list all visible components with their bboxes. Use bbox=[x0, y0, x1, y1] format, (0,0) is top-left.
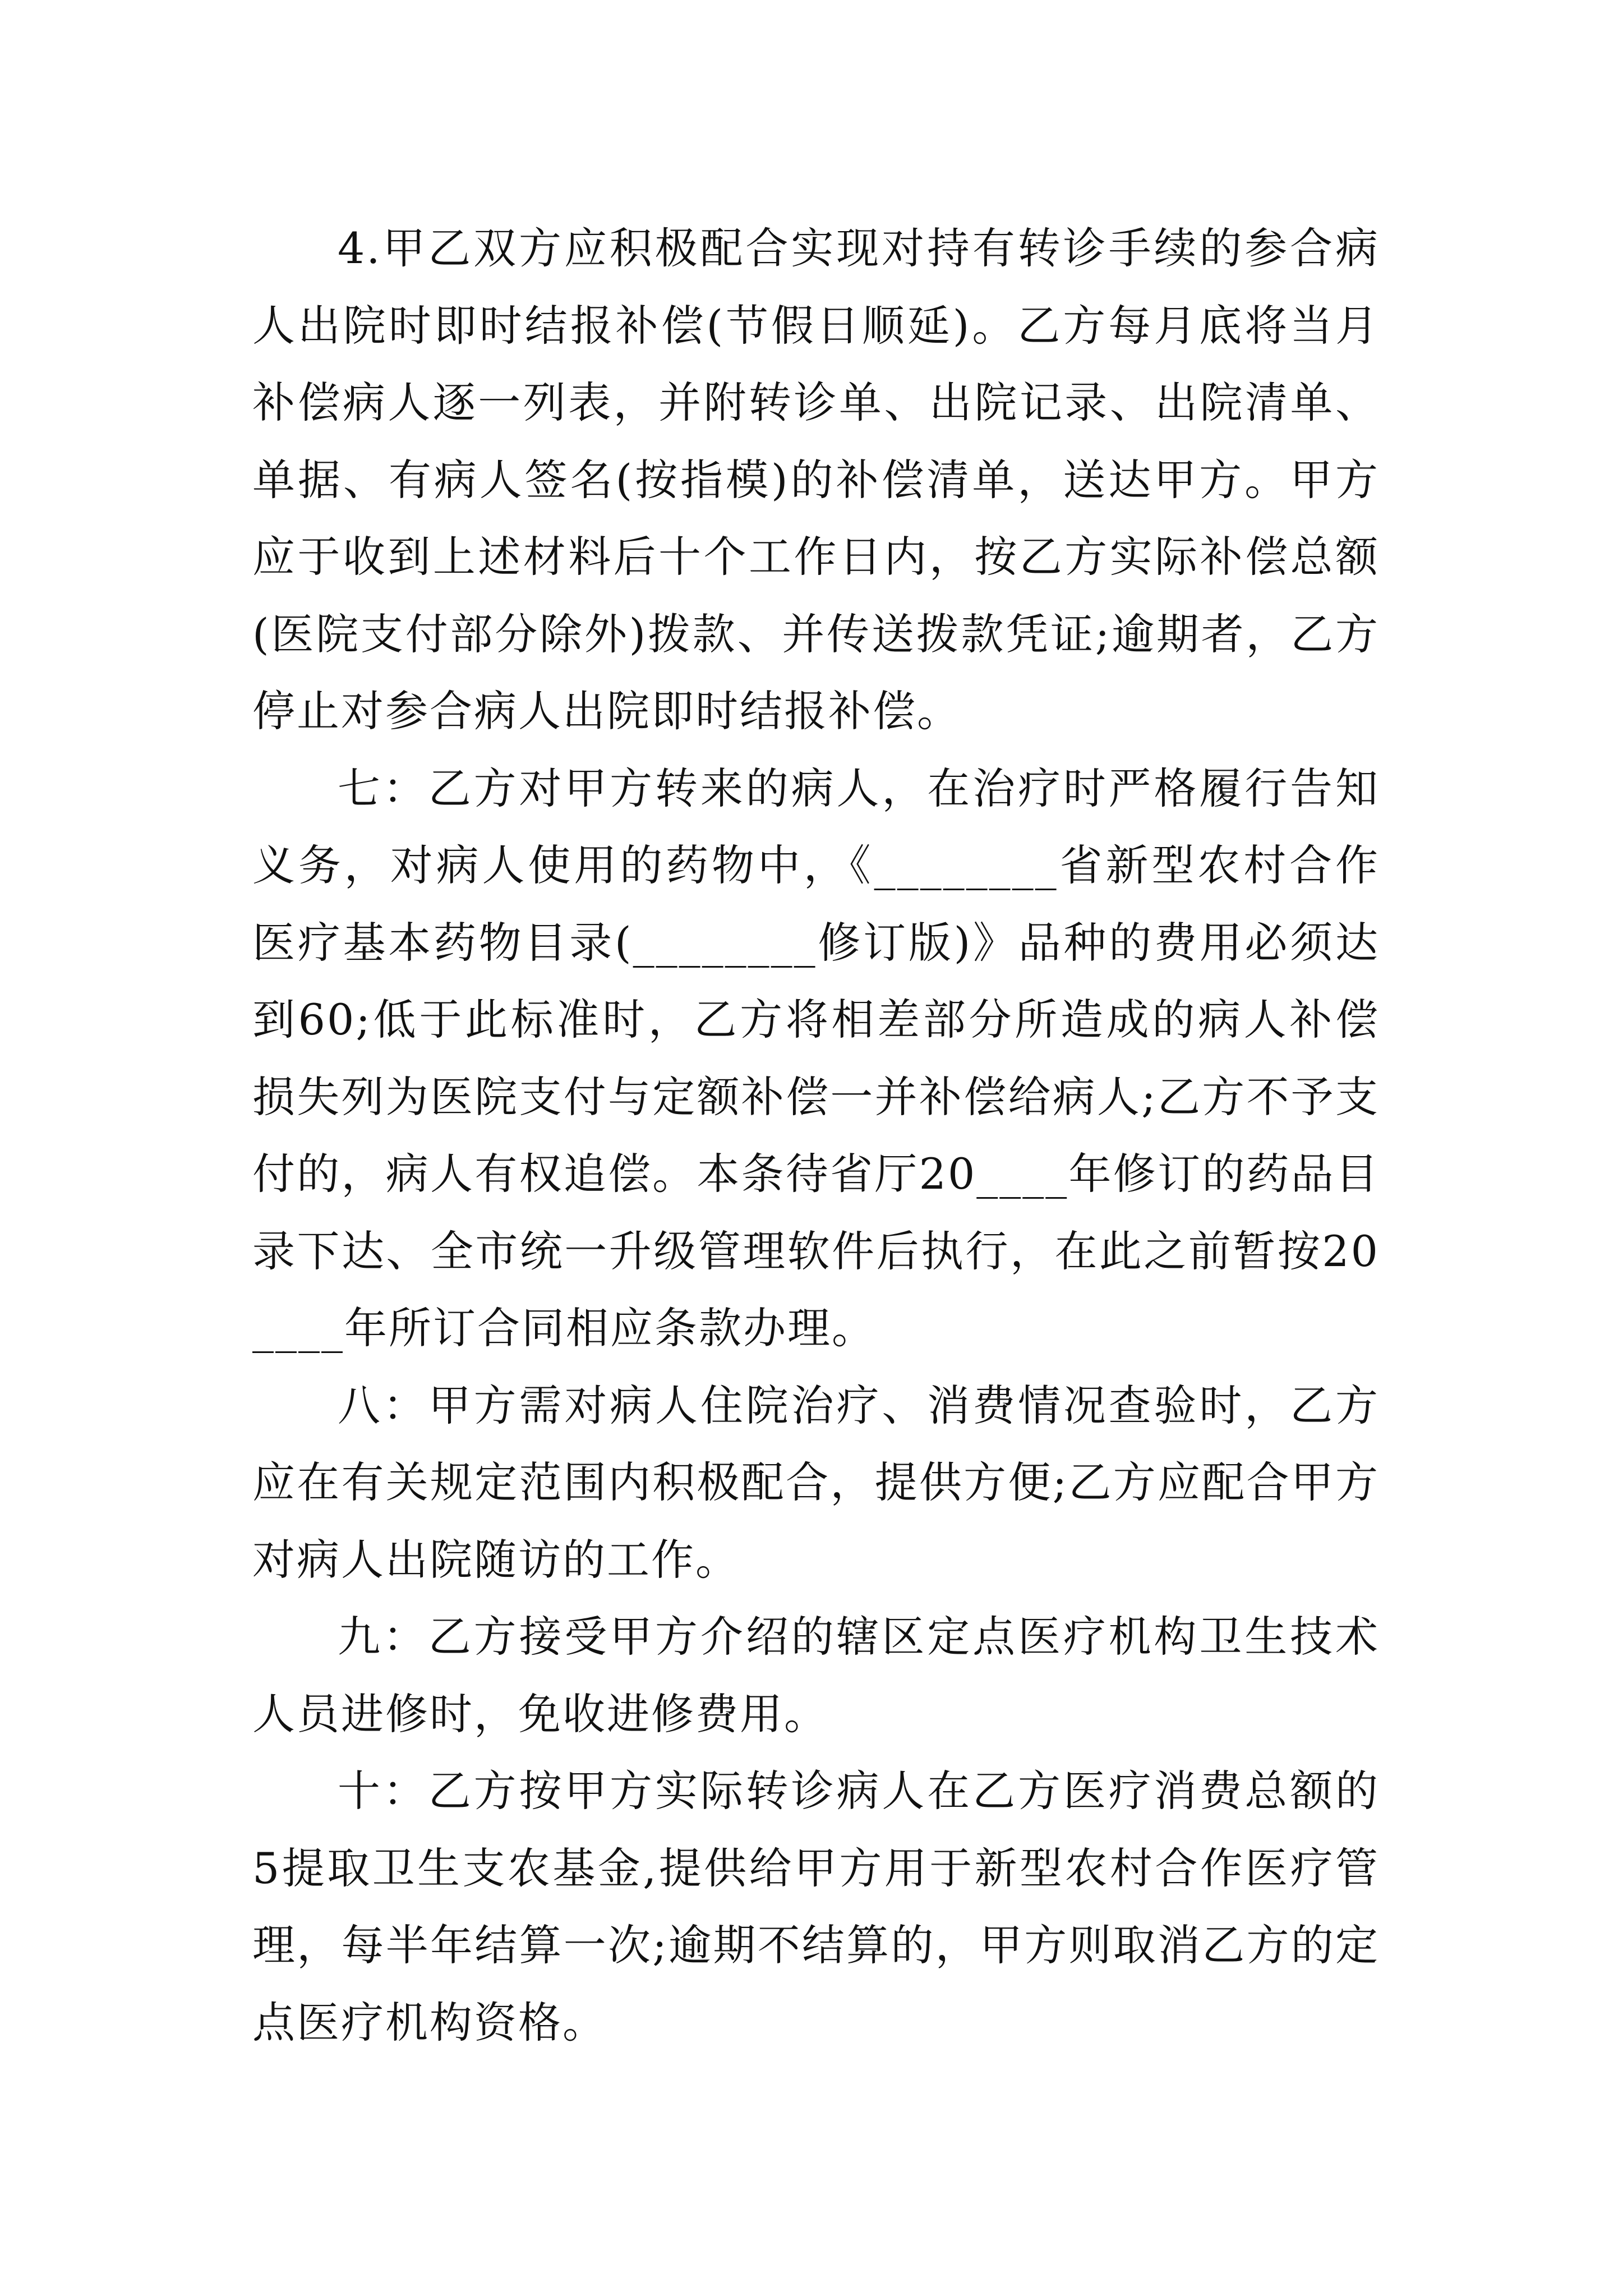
paragraph-clause-7: 七：乙方对甲方转来的病人，在治疗时严格履行告知义务，对病人使用的药物中，《________省新型农村合作医疗基本药物目录(________修订版)》品种的费用必须达到60;低于此标准时，乙方将相差部分所造成的病人补偿损失列为医院支付与定额补偿一并补偿给病人;乙方不予支付的，病人有权追偿。本条待省厅20____年修订的药品目录下达、全市统一升级管理软件后执行，在此之前暂按20____年所订合同相应条款办理。 bbox=[252, 763, 1380, 1353]
paragraph-clause-10: 十：乙方按甲方实际转诊病人在乙方医疗消费总额的5提取卫生支农基金,提供给甲方用于新型农村合作医疗管理，每半年结算一次;逾期不结算的，甲方则取消乙方的定点医疗机构资格。 bbox=[252, 1766, 1380, 2047]
paragraph-clause-9: 九：乙方接受甲方介绍的辖区定点医疗机构卫生技术人员进修时，免收进修费用。 bbox=[252, 1612, 1380, 1739]
paragraph-clause-8: 八：甲方需对病人住院治疗、消费情况查验时，乙方应在有关规定范围内积极配合，提供方便;乙方应配合甲方对病人出院随访的工作。 bbox=[252, 1380, 1380, 1585]
paragraph-clause-4: 4.甲乙双方应积极配合实现对持有转诊手续的参合病人出院时即时结报补偿(节假日顺延)。乙方每月底将当月补偿病人逐一列表，并附转诊单、出院记录、出院清单、单据、有病人签名(按指模)的补偿清单，送达甲方。甲方应于收到上述材料后十个工作日内，按乙方实际补偿总额(医院支付部分除外)拨款、并传送拨款凭证;逾期者，乙方停止对参合病人出院即时结报补偿。 bbox=[252, 223, 1380, 736]
document-body bbox=[252, 210, 1380, 2061]
